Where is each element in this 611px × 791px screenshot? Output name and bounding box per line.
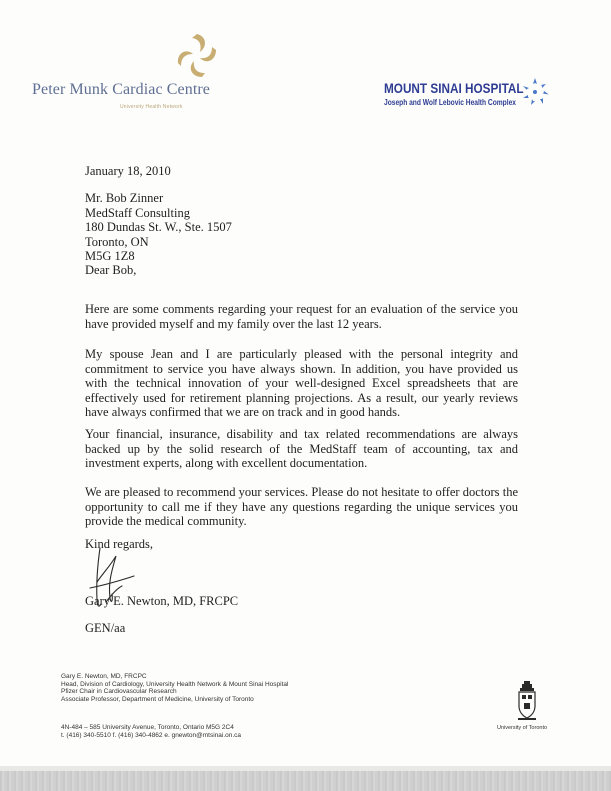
peter-munk-name: Peter Munk Cardiac Centre: [32, 81, 210, 98]
footer-line: Associate Professor, Department of Medicine, University of Toronto: [61, 695, 254, 703]
salutation: Dear Bob,: [85, 263, 137, 277]
body-paragraph: [85, 347, 518, 420]
paragraph-line: My spouse Jean and I are particularly pleased with the personal integrity and: [85, 347, 518, 361]
scan-band: [0, 771, 611, 791]
university-of-toronto-crest-icon: [516, 680, 538, 722]
paragraph-line: Your financial, insurance, disability and tax related recommendations are always backed: [85, 427, 518, 456]
university-of-toronto-label: University of Toronto: [497, 725, 548, 731]
footer-signature-block: [61, 673, 288, 703]
paragraph-line: the technical innovation of your well-designed Excel spreadsheets that are effectively: [85, 376, 519, 405]
paragraph-line: Here are some comments regarding your request for an evaluation of the service you have: [85, 302, 518, 331]
paragraph-line: provide the medical community.: [85, 514, 247, 529]
paragraph-line: along with excellent documentation.: [185, 456, 368, 471]
letter-date: January 18, 2010: [85, 164, 171, 178]
recipient-line: 180 Dundas St. W., Ste. 1507: [85, 220, 232, 235]
footer-line: Pfizer Chair in Cardiovascular Research: [61, 688, 177, 696]
body-paragraph: [85, 427, 518, 471]
footer-contact: [61, 724, 241, 739]
mount-sinai-name: MOUNT SINAI HOSPITAL: [384, 80, 524, 96]
recipient-line: Toronto, ON: [85, 234, 149, 249]
paragraph-line: commitment to service you have always shown. In addition, you have provided us with: [85, 361, 518, 391]
typist-initials: GEN/aa: [85, 621, 126, 635]
paragraph-line: provided myself and my family over the last 12 years.: [111, 316, 382, 331]
paragraph-line: We are pleased to recommend your services. Please do not hesitate to offer doctors the: [85, 485, 518, 499]
footer-address: 4N-484 – 585 University Avenue, Toronto, Ontario M5G 2C4: [61, 724, 234, 731]
recipient-line: MedStaff Consulting: [85, 205, 190, 220]
body-paragraph: [85, 485, 518, 529]
closing: Kind regards,: [85, 537, 154, 551]
recipient-line: M5G 1Z8: [85, 249, 135, 264]
signer-name: Gary E. Newton, MD, FRCPC: [85, 594, 239, 608]
recipient-line: Mr. Bob Zinner: [85, 191, 164, 205]
body-paragraph: [85, 302, 518, 331]
paragraph-line: opportunity to call me if they have any questions regarding the unique services you: [85, 499, 518, 514]
recipient-address: [85, 191, 232, 264]
mount-sinai-subtitle: Joseph and Wolf Lebovic Health Complex: [384, 98, 516, 107]
footer-line: Gary E. Newton, MD, FRCPC: [61, 673, 147, 680]
paragraph-line: confirmed that we are on track and in good hands.: [149, 405, 401, 420]
footer-phone-email: t. (416) 340-5510 f. (416) 340-4862 e. gnewton@mtsinai.on.ca: [61, 731, 242, 739]
footer-line: Head, Division of Cardiology, University Health Network & Mount Sinai Hospital: [61, 680, 289, 688]
paragraph-line: up by the solid research of the MedStaff team of accounting, tax and investment experts,: [85, 441, 519, 471]
mount-sinai-star-icon: [519, 76, 551, 108]
peter-munk-logo-icon: [172, 30, 222, 82]
peter-munk-subtitle: University Health Network: [120, 104, 183, 110]
paragraph-line: used for retirement planning projections. As a result, our yearly reviews have always: [85, 390, 519, 420]
